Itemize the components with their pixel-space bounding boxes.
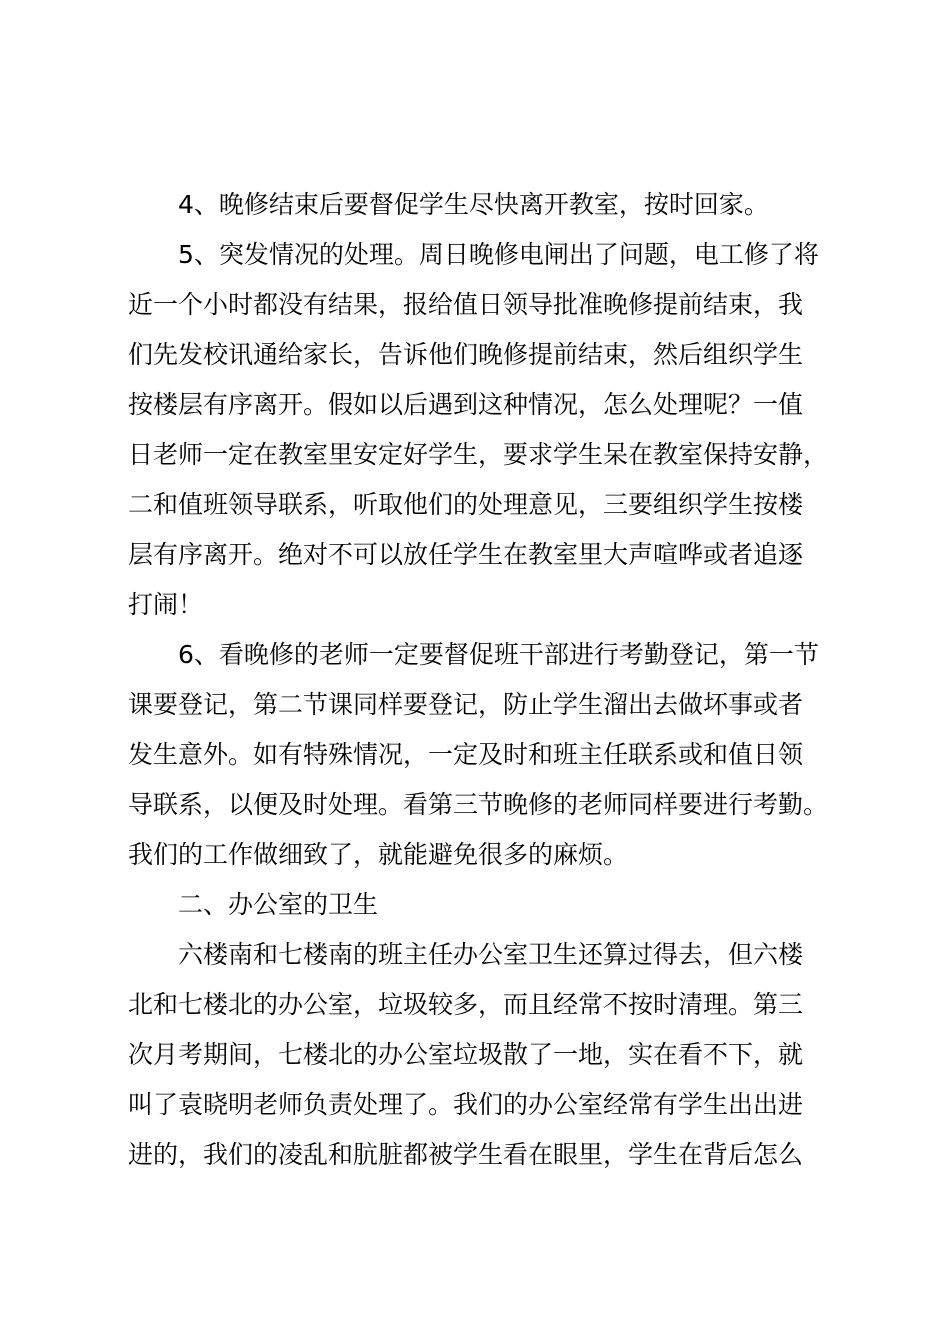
paragraph-line: 6、看晚修的老师一定要督促班干部进行考勤登记，第一节 — [178, 640, 819, 669]
paragraph-line: 按楼层有序离开。假如以后遇到这种情况，怎么处理呢？一值 — [128, 390, 804, 419]
paragraph-line: 我们的工作做细致了，就能避免很多的麻烦。 — [128, 840, 629, 869]
paragraph-line: 发生意外。如有特殊情况，一定及时和班主任联系或和值日领 — [128, 740, 804, 769]
paragraph-line: 4、晚修结束后要督促学生尽快离开教室，按时回家。 — [178, 190, 769, 219]
section-heading: 二、办公室的卫生 — [178, 890, 379, 919]
paragraph-line: 北和七楼北的办公室，垃圾较多，而且经常不按时清理。第三 — [128, 990, 804, 1019]
paragraph-line: 六楼南和七楼南的班主任办公室卫生还算过得去，但六楼 — [178, 940, 804, 969]
paragraph-line: 二和值班领导联系，听取他们的处理意见，三要组织学生按楼 — [128, 490, 804, 519]
paragraph-line: 层有序离开。绝对不可以放任学生在教室里大声喧哗或者追逐 — [128, 540, 804, 569]
paragraph-line: 们先发校讯通给家长，告诉他们晚修提前结束，然后组织学生 — [128, 340, 804, 369]
paragraph-line: 叫了袁晓明老师负责处理了。我们的办公室经常有学生出出进 — [128, 1090, 804, 1119]
paragraph-line: 5、突发情况的处理。周日晚修电闸出了问题，电工修了将 — [178, 240, 819, 269]
paragraph-line: 课要登记，第二节课同样要登记，防止学生溜出去做坏事或者 — [128, 690, 804, 719]
paragraph-line: 导联系，以便及时处理。看第三节晚修的老师同样要进行考勤。 — [128, 790, 829, 819]
paragraph-line: 进的，我们的凌乱和肮脏都被学生看在眼里，学生在背后怎么 — [128, 1140, 804, 1169]
paragraph-line: 近一个小时都没有结果，报给值日领导批准晚修提前结束，我 — [128, 290, 804, 319]
paragraph-line: 次月考期间，七楼北的办公室垃圾散了一地，实在看不下，就 — [128, 1040, 804, 1069]
paragraph-line: 打闹！ — [128, 590, 204, 619]
paragraph-line: 日老师一定在教室里安定好学生，要求学生呆在教室保持安静， — [128, 440, 829, 469]
